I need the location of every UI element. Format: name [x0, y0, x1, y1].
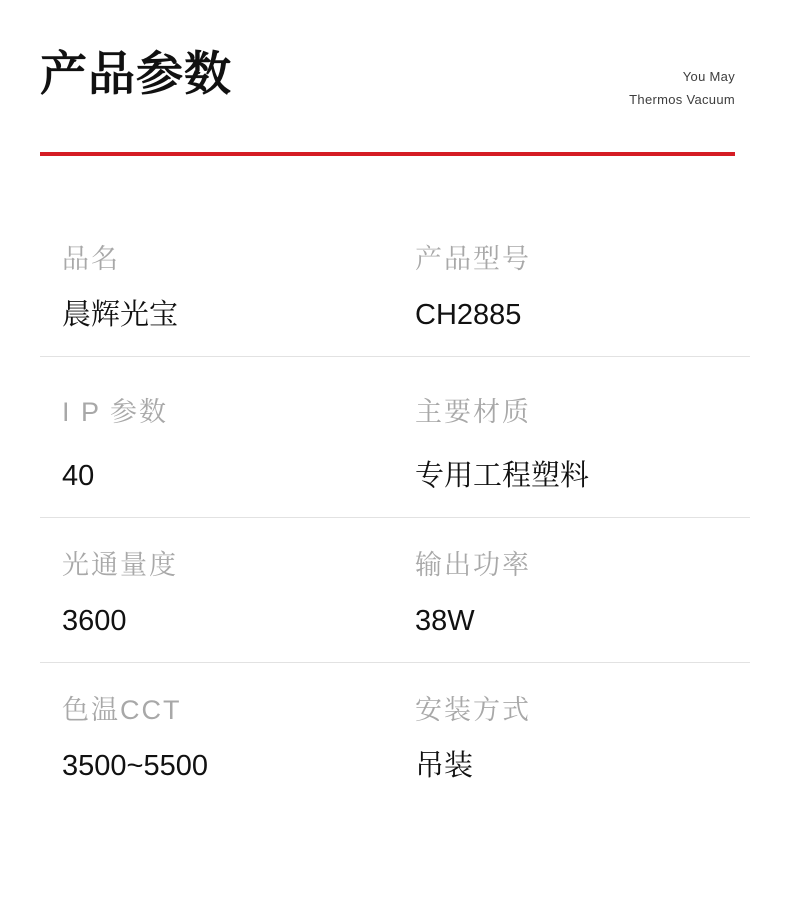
spec-label: 光通量度: [62, 550, 178, 580]
spec-table: [40, 212, 750, 807]
brand-line-2: Thermos Vacuum: [629, 91, 735, 107]
page-header: [40, 0, 750, 160]
spec-value-row: [40, 440, 750, 518]
spec-label: 产品型号: [415, 244, 531, 274]
spec-label-row: [40, 357, 750, 440]
spec-label-row: [40, 518, 750, 585]
spec-value: 晨辉光宝: [62, 299, 179, 331]
spec-value: CH2885: [415, 299, 522, 331]
brand-text: [629, 66, 735, 112]
spec-label-row: [40, 663, 750, 730]
spec-value-row: [40, 279, 750, 357]
brand-line-1: You May: [682, 69, 735, 84]
spec-value: 40: [62, 460, 95, 492]
spec-value-row: [40, 585, 750, 663]
spec-value: 吊装: [415, 750, 474, 782]
spec-value: 38W: [415, 605, 475, 637]
spec-value-row: [40, 730, 750, 807]
spec-value: 专用工程塑料: [415, 460, 590, 492]
spec-label: 色温CCT: [62, 695, 182, 725]
header-divider: [40, 152, 735, 156]
spec-label-row: [40, 212, 750, 279]
spec-label: 品名: [62, 244, 120, 274]
spec-label: 输出功率: [415, 550, 531, 580]
spec-value: 3500~5500: [62, 750, 208, 782]
spec-label: I P 参数: [62, 397, 169, 427]
page-title: 产品参数: [40, 47, 232, 100]
spec-label: 安装方式: [415, 695, 531, 725]
spec-label: 主要材质: [415, 397, 531, 427]
spec-value: 3600: [62, 605, 127, 637]
